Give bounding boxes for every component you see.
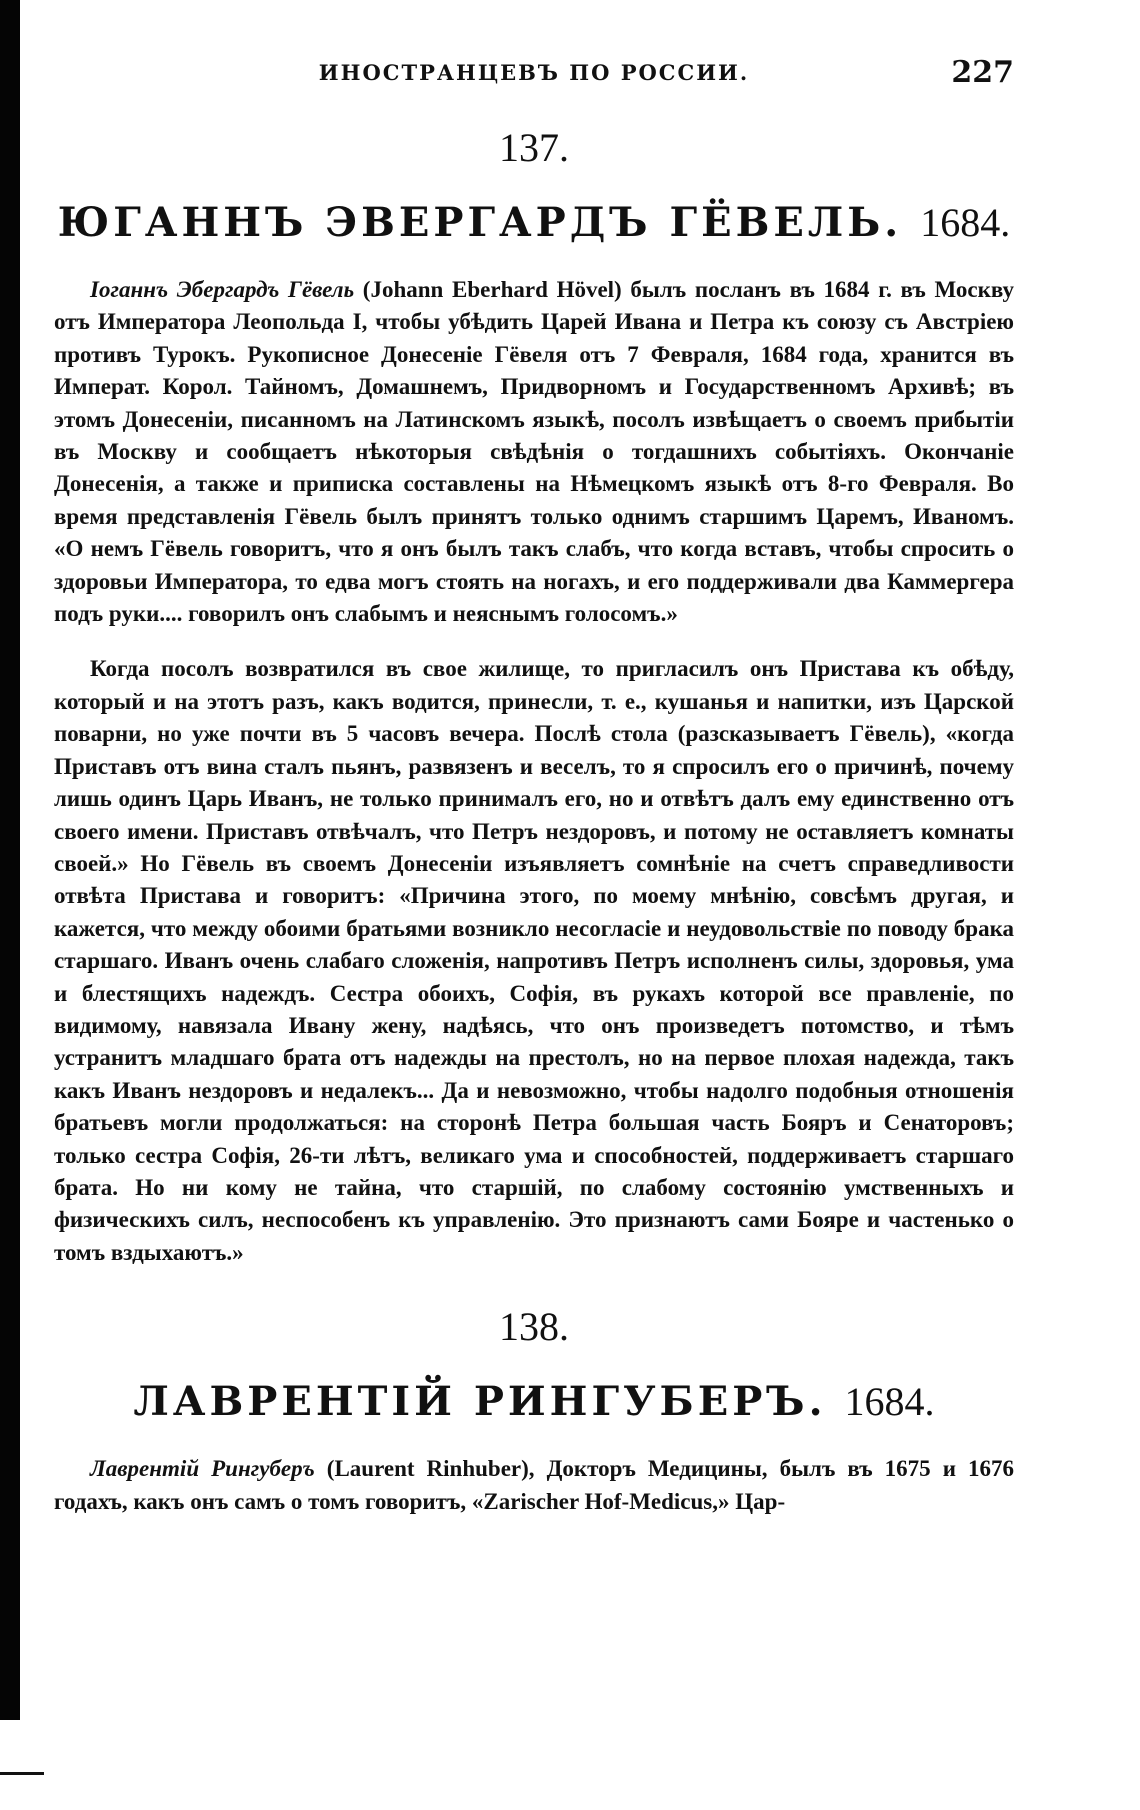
body-paragraph (54, 274, 1014, 630)
entry-name: ЮГАННЪ ЭВЕРГАРДЪ ГЁВЕЛЬ. (57, 199, 903, 246)
body-paragraph (54, 653, 1014, 1269)
scan-binding-edge (0, 0, 20, 1720)
entry-number: 138. (499, 1304, 569, 1350)
running-header (54, 48, 1014, 98)
paragraph-text: Когда посолъ возвратился въ свое жилище, то пригласилъ онъ Пристава къ обѣду, который и на этотъ разъ, какъ водится, принесли, т. е., кушанья и напитки, изъ Царской поварни, но уже почти въ 5 часовъ вечера. Послѣ стола (разсказываетъ Гёвель), «когда Приставъ отъ вина сталъ пьянъ, развязенъ и веселъ, то я спросилъ его о причинѣ, почему лишь одинъ Царь Иванъ, не только принималъ его, но и отвѣтъ далъ ему единственно отъ своего имени. Приставъ отвѣчалъ, что Петръ нездоровъ, и потому не оставляетъ комнаты своей.» Но Гёвель въ своемъ Донесеніи изъявляетъ сомнѣніе на счетъ справедливости отвѣта Пристава и говоритъ: «Причина этого, по моему мнѣнію, совсѣмъ другая, и кажется, что между обоими братьями возникло несогласіе и неудовольствіе по поводу брака старшаго. Иванъ очень слабаго сложенія, напротивъ Петръ исполненъ силы, здоровья, ума и блестящихъ надеждъ. Сестра обоихъ, Софія, въ рукахъ которой все правленіе, по видимому, навязала Ивану жену, надѣясь, что онъ произведетъ потомство, и тѣмъ устранитъ младшаго брата отъ надежды на престолъ, но на первое плохая надежда, такъ какъ Иванъ нездоровъ и недалекъ... Да и невозможно, чтобы надолго подобныя отношенія братьевъ могли продолжаться: на сторонѣ Петра большая часть Бояръ и Сенаторовъ; только сестра Софія, 26-ти лѣтъ, великаго ума и способностей, поддерживаетъ старшаго брата. Но ни кому не тайна, что старшій, по слабому состоянію умственныхъ и физическихъ силъ, неспособенъ къ управленію. Это признаютъ сами Бояре и частенько о томъ вздыхаютъ.» (54, 656, 1014, 1265)
running-title: ИНОСТРАНЦЕВЪ ПО РОССИИ. (318, 60, 750, 85)
entry-heading (54, 188, 1014, 258)
entry-heading (54, 1367, 1014, 1437)
entry-number: 137. (499, 125, 569, 170)
book-page (54, 48, 1014, 1541)
scan-margin-mark (0, 1772, 44, 1775)
paragraph-text: (Laurent Rinhuber), Докторъ Медицины, былъ въ 1675 и 1676 годахъ, какъ онъ самъ о томъ говоритъ, «Zarischer Hof-Medicus,» Цар- (54, 1456, 1014, 1514)
page-number: 227 (951, 55, 1014, 90)
paragraph-lead-name: Іоганнъ Эбергардъ Гёвель (90, 277, 355, 302)
entry-year: 1684. (844, 1379, 935, 1425)
paragraph-lead-name: Лаврентій Рингуберъ (90, 1456, 315, 1482)
paragraph-text: (Johann Eberhard Hövel) былъ посланъ въ 1684 г. въ Москву отъ Императора Леопольда I, чтобы убѣдить Царей Ивана и Петра къ союзу съ Австріею противъ Турокъ. Рукописное Донесеніе Гёвеля отъ 7 Февраля, 1684 года, хранится въ Императ. Корол. Тайномъ, Домашнемъ, Придворномъ и Государственномъ Архивѣ; въ этомъ Донесеніи, писанномъ на Латинскомъ языкѣ, посолъ извѣщаетъ о своемъ прибытіи въ Москву и сообщаетъ нѣкоторыя свѣдѣнія о тогдашнихъ событіяхъ. Окончаніе Донесенія, а также и приписка составлены на Нѣмецкомъ языкѣ отъ 8-го Февраля. Во время представленія Гёвель былъ принятъ только однимъ старшимъ Царемъ, Иваномъ. «О немъ Гёвель говоритъ, что я онъ былъ такъ слабъ, что когда вставъ, чтобы спросить о здоровьи Императора, то едва могъ стоять на ногахъ, и его поддерживали два Каммергера подъ руки.... говорилъ онъ слабымъ и неяснымъ голосомъ.» (54, 277, 1014, 627)
body-paragraph (54, 1453, 1014, 1518)
entry-year: 1684. (920, 200, 1011, 245)
entry-name: ЛАВРЕНТІЙ РИНГУБЕРЪ. (133, 1378, 827, 1426)
